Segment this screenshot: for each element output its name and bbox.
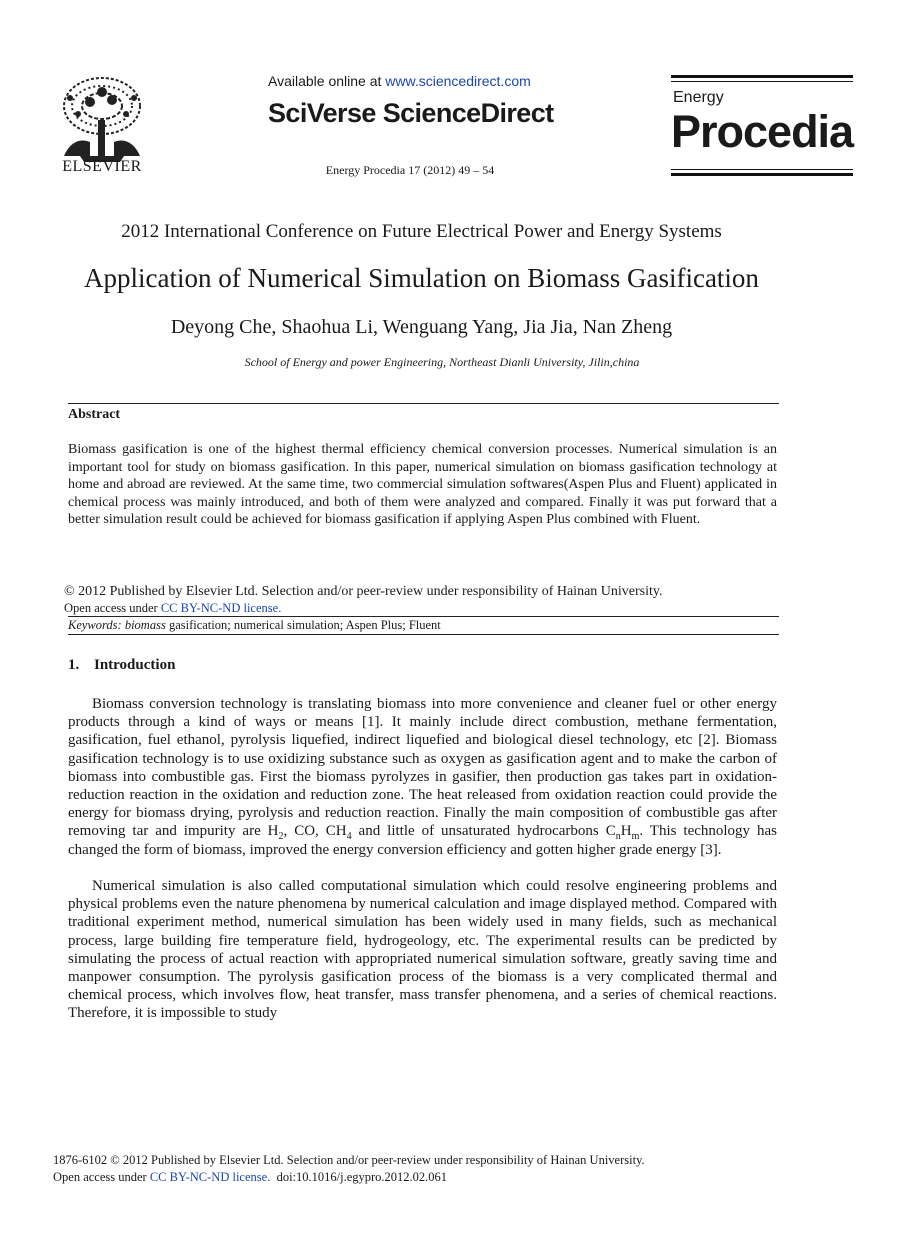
license-link[interactable]: CC BY-NC-ND license. <box>160 601 282 615</box>
p1-text-a: Biomass conversion technology is translating biomass into more convenience and cleaner fuel or other energy products through a kind of ways or means [1]. It mainly include direct combustion, methane fermentation, gasification, fuel ethanol, pyrolysis liquefied, indirect liquefied and biological diesel technology, etc [2]. Biomass gasification technology is to use oxidizing substance such as oxygen as gasification agent and to make the carbon of biomass into combustible gas. First the biomass pyrolyzes in gasifier, then production gas takes part in oxidation-reduction reaction in the oxidation and reduction zone. The heat released from oxidation reaction could provide the energy for biomass drying, pyrolysis and reduction reaction. Finally the main composition of combustible gas after removing tar and impurity are H <box>68 696 777 840</box>
abstract-heading: Abstract <box>68 407 121 422</box>
keywords-line <box>68 618 441 633</box>
journal-logo <box>671 75 853 177</box>
section-title: Introduction <box>94 657 176 673</box>
p1-sub-4: m <box>631 831 640 843</box>
footer-doi: doi:10.1016/j.egypro.2012.02.061 <box>270 1170 448 1184</box>
divider-top <box>68 403 779 404</box>
conference-name: 2012 International Conference on Future Electrical Power and Energy Systems <box>121 221 722 242</box>
p1-sub-1: 2 <box>278 831 284 843</box>
section-heading-introduction <box>68 657 175 674</box>
p1-text-c: and little of unsaturated hydrocarbons C <box>351 823 616 840</box>
p1-text-b: , CO, CH <box>283 823 347 840</box>
footer-issn-line: 1876-6102 © 2012 Published by Elsevier Ltd. Selection and/or peer-review under responsibility of Hainan University. <box>53 1153 645 1167</box>
section-number: 1. <box>68 657 80 673</box>
author-affiliation: School of Energy and power Engineering, Northeast Dianli University, Jilin,china <box>244 355 640 369</box>
paper-authors: Deyong Che, Shaohua Li, Wenguang Yang, Jia Jia, Nan Zheng <box>170 316 673 338</box>
intro-paragraph-1 <box>68 695 777 859</box>
platform-name: SciVerse ScienceDirect <box>268 98 554 128</box>
journal-logo-rule-bottom-thin <box>671 169 853 170</box>
divider-keywords-top <box>68 616 779 617</box>
journal-name-big: Procedia <box>671 106 854 157</box>
paper-title: Application of Numerical Simulation on Biomass Gasification <box>84 263 759 293</box>
footer-license-link[interactable]: CC BY-NC-ND license. <box>149 1170 271 1184</box>
sciencedirect-link[interactable]: www.sciencedirect.com <box>385 73 531 89</box>
available-prefix: Available online at <box>268 73 386 89</box>
open-access-prefix: Open access under <box>64 601 161 615</box>
journal-logo-rule-bottom <box>671 173 853 176</box>
divider-keywords-bottom <box>68 634 779 635</box>
p1-sub-2: 4 <box>346 831 352 843</box>
footer-access-line <box>53 1170 447 1185</box>
open-access-line <box>64 601 281 616</box>
journal-name-small: Energy <box>673 89 724 106</box>
keywords-label: Keywords: biomass <box>68 618 166 632</box>
footer-open-access-prefix: Open access under <box>53 1170 150 1184</box>
abstract-text: Biomass gasification is one of the highest thermal efficiency chemical conversion processes. Numerical simulation is an important tool for study on biomass gasification. In this paper, numerical simulation on biomass gasification technology at home and abroad are reviewed. At the same time, two commercial simulation softwares(Aspen Plus and Fluent) applicated in chemical process was mainly introduced, and both of them were analyzed and compared. Finally it was put forward that a better simulation result could be achieved for biomass gasification if applying Aspen Plus combined with Fluent. <box>68 442 777 528</box>
journal-citation: Energy Procedia 17 (2012) 49 – 54 <box>325 163 495 177</box>
journal-logo-rule-top <box>671 75 853 78</box>
p1-text-e: . This technology has changed the form of biomass, improved the energy conversion efficiency and gotten higher grade energy [3]. <box>68 823 777 858</box>
copyright-notice: © 2012 Published by Elsevier Ltd. Selection and/or peer-review under responsibility of Hainan University. <box>64 584 663 599</box>
available-online-line <box>268 73 531 89</box>
publisher-name: ELSEVIER <box>62 158 142 175</box>
keywords-list: gasification; numerical simulation; Aspen Plus; Fluent <box>165 618 441 632</box>
p1-text-d: H <box>620 823 632 840</box>
journal-logo-rule-top-thin <box>671 81 853 82</box>
p1-sub-3: n <box>615 831 621 843</box>
intro-paragraph-2: Numerical simulation is also called computational simulation which could resolve engineering problems and physical problems even the nature phenomena by numerical calculation and image displayed method. Compared with traditional experiment method, numerical simulation has been widely used in many fields, such as mechanical process, large building fire temperature field, hydrogeology, etc. The experimental results can be predicted by simulating the process of actual reaction with appropriated numerical simulation software, greatly saving time and manpower consumption. The pyrolysis gasification process of the biomass is a very complicated thermal and chemical process, which involves flow, heat transfer, mass transfer phenomena, and a series of chemical reactions. Therefore, it is impossible to study <box>68 878 777 1022</box>
